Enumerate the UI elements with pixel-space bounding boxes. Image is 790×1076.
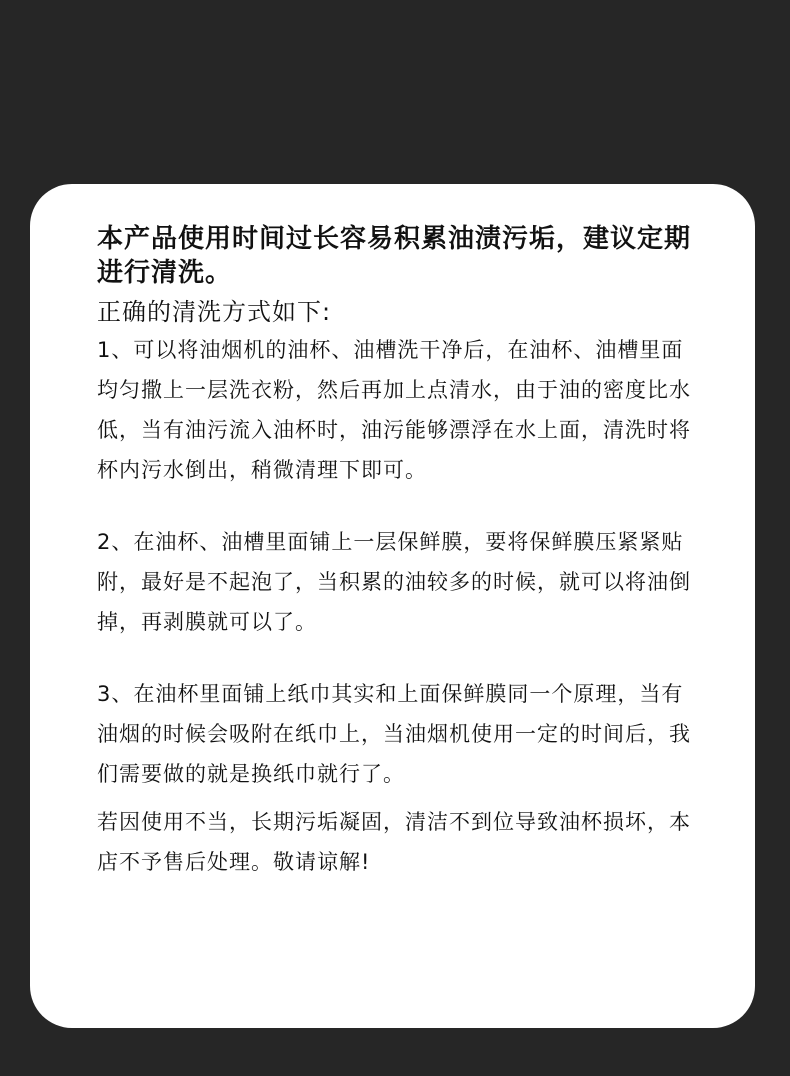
disclaimer-text: 若因使用不当，长期污垢凝固，清洁不到位导致油杯损坏，本店不予售后处理。敬请谅解! [97,810,691,874]
notice-card [30,184,755,1028]
spacer [97,642,697,674]
spacer [97,794,697,802]
cleaning-method-subheading: 正确的清洗方式如下: [97,298,332,326]
spacer [97,490,697,522]
notice-heading: 本产品使用时间过长容易积累油渍污垢，建议定期进行清洗。 [97,224,692,288]
cleaning-step-2: 2、在油杯、油槽里面铺上一层保鲜膜，要将保鲜膜压紧紧贴附，最好是不起泡了，当积累的油较多的时候，就可以将油倒掉，再剥膜就可以了。 [97,530,691,634]
cleaning-step-1: 1、可以将油烟机的油杯、油槽洗干净后，在油杯、油槽里面均匀撒上一层洗衣粉，然后再加上点清水，由于油的密度比水低，当有油污流入油杯时，油污能够漂浮在水上面，清洗时将杯内污水倒出，稍微清理下即可。 [97,338,691,482]
cleaning-step-3: 3、在油杯里面铺上纸巾其实和上面保鲜膜同一个原理，当有油烟的时候会吸附在纸巾上，当油烟机使用一定的时间后，我们需要做的就是换纸巾就行了。 [97,682,691,786]
notice-content [97,222,697,882]
